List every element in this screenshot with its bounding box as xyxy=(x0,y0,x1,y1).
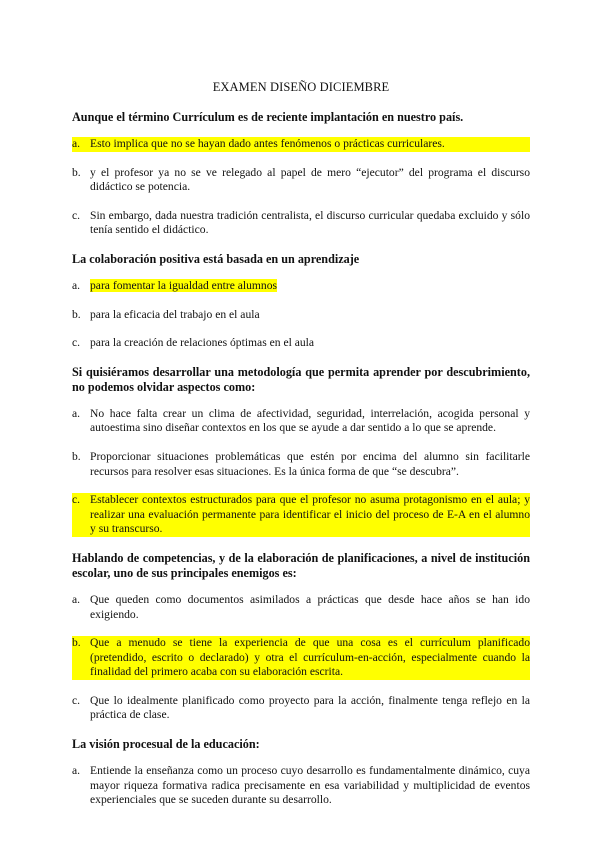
option-list xyxy=(72,137,530,238)
option-letter: c. xyxy=(72,208,81,222)
option-c xyxy=(72,694,530,723)
option-text: y el profesor ya no se ve relegado al papel de mero “ejecutor” del programa el discurso didáctico se potencia. xyxy=(90,165,530,194)
option-letter: a. xyxy=(72,764,81,778)
option-text: Proporcionar situaciones problemáticas que estén por encima del alumno sin facilitarle recursos para resolver esas situaciones. Es la única forma de que “se descubra”. xyxy=(90,449,530,478)
option-text: Esto implica que no se hayan dado antes fenómenos o prácticas curriculares. xyxy=(90,137,445,150)
question-1 xyxy=(72,110,530,238)
page-title: EXAMEN DISEÑO DICIEMBRE xyxy=(212,80,390,94)
option-text: para la eficacia del trabajo en el aula xyxy=(90,307,260,321)
option-c xyxy=(72,336,530,351)
option-letter: a. xyxy=(72,137,81,150)
option-letter: b. xyxy=(72,165,81,179)
option-c xyxy=(72,493,530,537)
option-letter: b. xyxy=(72,636,81,650)
option-c xyxy=(72,209,530,238)
option-letter: b. xyxy=(72,307,81,321)
question-2 xyxy=(72,252,530,351)
option-text: Que a menudo se tiene la experiencia de que una cosa es el currículum planificado (pretendido, escrito o declarado) y otra el currículum-en-acción, especialmente cuando la finalidad del primero acaba con su elaboración escrita. xyxy=(90,636,530,679)
option-letter: c. xyxy=(72,693,81,707)
option-list xyxy=(72,764,530,808)
option-letter: a. xyxy=(72,278,81,292)
question-text: Hablando de competencias, y de la elaboración de planificaciones, a nivel de institución escolar, uno de sus principales enemigos es: xyxy=(72,550,530,580)
option-letter: b. xyxy=(72,449,81,463)
option-text: Que lo idealmente planificado como proyecto para la acción, finalmente tenga reflejo en la práctica de clase. xyxy=(90,693,530,722)
option-text: No hace falta crear un clima de afectividad, seguridad, interrelación, acogida personal y autoestima sino diseñar contextos en los que se ayude a dar sentido a lo que se aprende. xyxy=(90,406,530,435)
option-letter: c. xyxy=(72,493,81,507)
option-b xyxy=(72,450,530,479)
option-letter: a. xyxy=(72,592,81,606)
option-text: Sin embargo, dada nuestra tradición centralista, el discurso curricular quedaba excluido y sólo tenía sentido el didáctico. xyxy=(90,208,530,237)
option-a xyxy=(72,279,530,294)
option-b xyxy=(72,166,530,195)
question-text: La visión procesual de la educación: xyxy=(72,737,260,752)
question-3 xyxy=(72,365,530,537)
option-text: Establecer contextos estructurados para que el profesor no asuma protagonismo en el aula; y realizar una evaluación permanente para identificar el inicio del proceso de E-A en el alumno y su transcurso. xyxy=(90,493,530,536)
option-list xyxy=(72,279,530,351)
option-a xyxy=(72,137,530,152)
question-4 xyxy=(72,551,530,723)
question-text: La colaboración positiva está basada en un aprendizaje xyxy=(72,251,360,266)
option-text: para fomentar la igualdad entre alumnos xyxy=(90,278,278,292)
option-text: Entiende la enseñanza como un proceso cuyo desarrollo es fundamentalmente dinámico, cuya mayor riqueza formativa radica precisamente en esa variabilidad y multiplicidad de eventos experienciales que se suceden durante su desarrollo. xyxy=(90,764,530,807)
question-text: Aunque el término Currículum es de reciente implantación en nuestro país. xyxy=(72,110,464,124)
option-text: Que queden como documentos asimilados a prácticas que desde hace años se han ido exigiendo. xyxy=(90,592,530,621)
option-list xyxy=(72,407,530,537)
option-a xyxy=(72,407,530,436)
exam-page xyxy=(72,80,530,822)
question-5 xyxy=(72,737,530,808)
option-a xyxy=(72,593,530,622)
option-list xyxy=(72,593,530,723)
option-letter: c. xyxy=(72,336,81,350)
option-text: para la creación de relaciones óptimas en el aula xyxy=(90,336,315,350)
option-b xyxy=(72,636,530,680)
option-a xyxy=(72,764,530,808)
option-b xyxy=(72,308,530,323)
option-letter: a. xyxy=(72,406,81,420)
question-text: Si quisiéramos desarrollar una metodología que permita aprender por descubrimiento, no podemos olvidar aspectos como: xyxy=(72,364,530,394)
